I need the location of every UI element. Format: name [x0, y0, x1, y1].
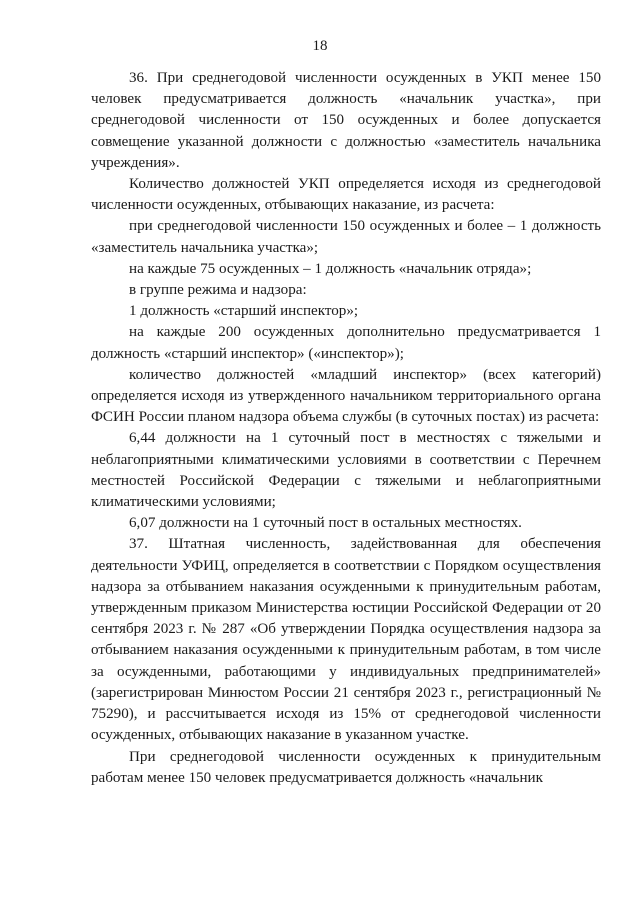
paragraph-regime-group: в группе режима и надзора: — [129, 282, 307, 299]
paragraph-36: 36. При среднегодовой численности осужденных в УКП менее 150 человек предусматривается должность «начальник участка», при среднегодовой численности от 150 осужденных и более допускается совмещение указанной должности с должностью «заместитель начальника учреждения». — [91, 70, 601, 171]
paragraph-junior-inspector: количество должностей «младший инспектор» (всех категорий) определяется исходя из утвержденного начальником территориального органа ФСИН России планом надзора объема службы (в суточных постах) из расчета: — [91, 366, 601, 426]
paragraph-rate-6-07: 6,07 должности на 1 суточный пост в остальных местностях. — [129, 515, 522, 532]
paragraph-37: 37. Штатная численность, задействованная для обеспечения деятельности УФИЦ, определяется в соответствии с Порядком осуществления надзора за отбыванием наказания осужденными к принудительным работам, утвержденным приказом Министерства юстиции Российской Федерации от 20 сентября 2023 г. № 287 «Об утверждении Порядка осуществления надзора за отбыванием наказания осужденными к принудительным работам, в том числе за осужденными, работающими у индивидуальных предпринимателей» (зарегистрирован Минюстом России 21 сентября 2023 г., регистрационный № 75290), и рассчитывается исходя из 15% от среднегодовой численности осужденных, отбывающих наказание в указанном участке. — [91, 536, 601, 744]
paragraph-per-200: на каждые 200 осужденных дополнительно предусматривается 1 должность «старший инспектор» («инспектор»); — [91, 324, 601, 362]
paragraph-ukp-positions: Количество должностей УКП определяется исходя из среднегодовой численности осужденных, отбывающих наказание, из расчета: — [91, 176, 601, 214]
paragraph-deputy-head: при среднегодовой численности 150 осужденных и более – 1 должность «заместитель начальника участка»; — [91, 218, 601, 256]
document-body — [91, 68, 601, 789]
paragraph-senior-inspector: 1 должность «старший инспектор»; — [129, 303, 359, 320]
paragraph-forced-labor: При среднегодовой численности осужденных к принудительным работам менее 150 человек предусматривается должность «начальник — [91, 748, 601, 786]
paragraph-squad-head: на каждые 75 осужденных – 1 должность «начальник отряда»; — [129, 260, 532, 277]
page-number: 18 — [312, 38, 328, 54]
paragraph-rate-6-44: 6,44 должности на 1 суточный пост в местностях с тяжелыми и неблагоприятными климатическими условиями в соответствии с Перечнем местностей Российской Федерации с тяжелыми и неблагоприятными климатическими условиями; — [91, 430, 601, 511]
